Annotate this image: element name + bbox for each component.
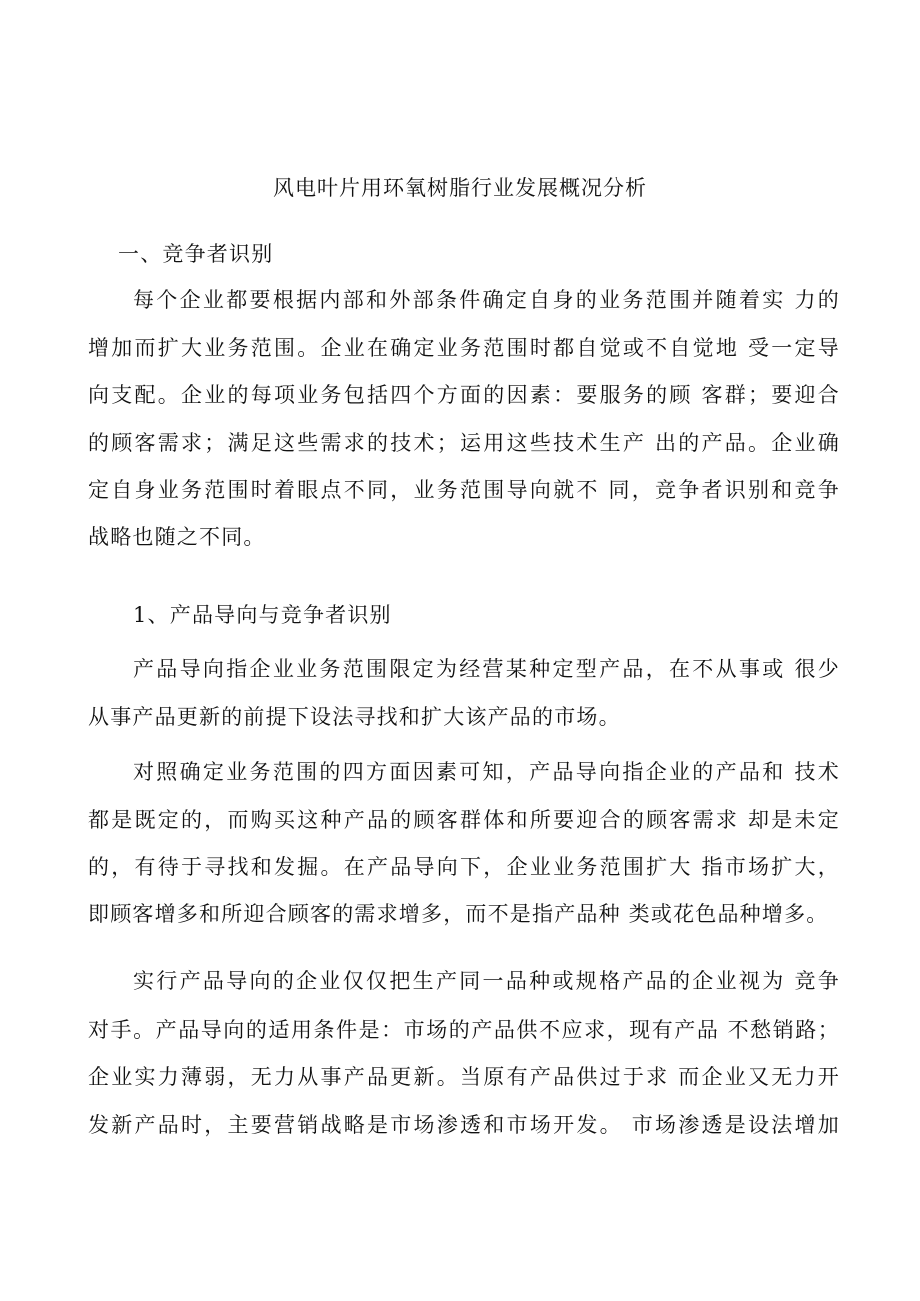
paragraph-line: 对手。产品导向的适用条件是：市场的产品供不应求，现有产品 不愁销路； (88, 1018, 840, 1042)
paragraph-line: 都是既定的，而购买这种产品的顾客群体和所要迎合的顾客需求 却是未定 (88, 808, 840, 832)
paragraph-line: 的，有待于寻找和发掘。在产品导向下，企业业务范围扩大 指市场扩大， (88, 855, 840, 879)
paragraph-line: 即顾客增多和所迎合顾客的需求增多，而不是指产品种 类或花色品种增多。 (88, 902, 829, 926)
paragraph-line: 的顾客需求；满足这些需求的技术；运用这些技术生产 出的产品。企业确 (88, 431, 840, 455)
paragraph-line: 战略也随之不同。 (88, 525, 266, 549)
paragraph-line: 产品导向指企业业务范围限定为经营某种定型产品，在不从事或 很少 (133, 657, 840, 681)
paragraph-line: 定自身业务范围时着眼点不同，业务范围导向就不 同，竞争者识别和竞争 (88, 478, 840, 502)
paragraph-line: 企业实力薄弱，无力从事产品更新。当原有产品供过于求 而企业又无力开 (88, 1065, 840, 1089)
document-title: 风电叶片用环氧树脂行业发展概况分析 (273, 176, 647, 200)
paragraph-line: 向支配。企业的每项业务包括四个方面的因素：要服务的顾 客群；要迎合 (88, 383, 840, 407)
section-heading: 一、竞争者识别 (118, 242, 274, 266)
paragraph-line: 增加而扩大业务范围。企业在确定业务范围时都自觉或不自觉地 受一定导 (88, 336, 840, 360)
paragraph-line: 从事产品更新的前提下设法寻找和扩大该产品的市场。 (88, 705, 621, 729)
subsection-heading: 1、产品导向与竞争者识别 (133, 603, 392, 627)
paragraph-line: 对照确定业务范围的四方面因素可知，产品导向指企业的产品和 技术 (133, 760, 840, 784)
paragraph-line: 发新产品时，主要营销战略是市场渗透和市场开发。 市场渗透是设法增加 (88, 1113, 840, 1137)
paragraph-line: 实行产品导向的企业仅仅把生产同一品种或规格产品的企业视为 竞争 (133, 969, 840, 993)
paragraph-line: 每个企业都要根据内部和外部条件确定自身的业务范围并随着实 力的 (133, 288, 840, 312)
